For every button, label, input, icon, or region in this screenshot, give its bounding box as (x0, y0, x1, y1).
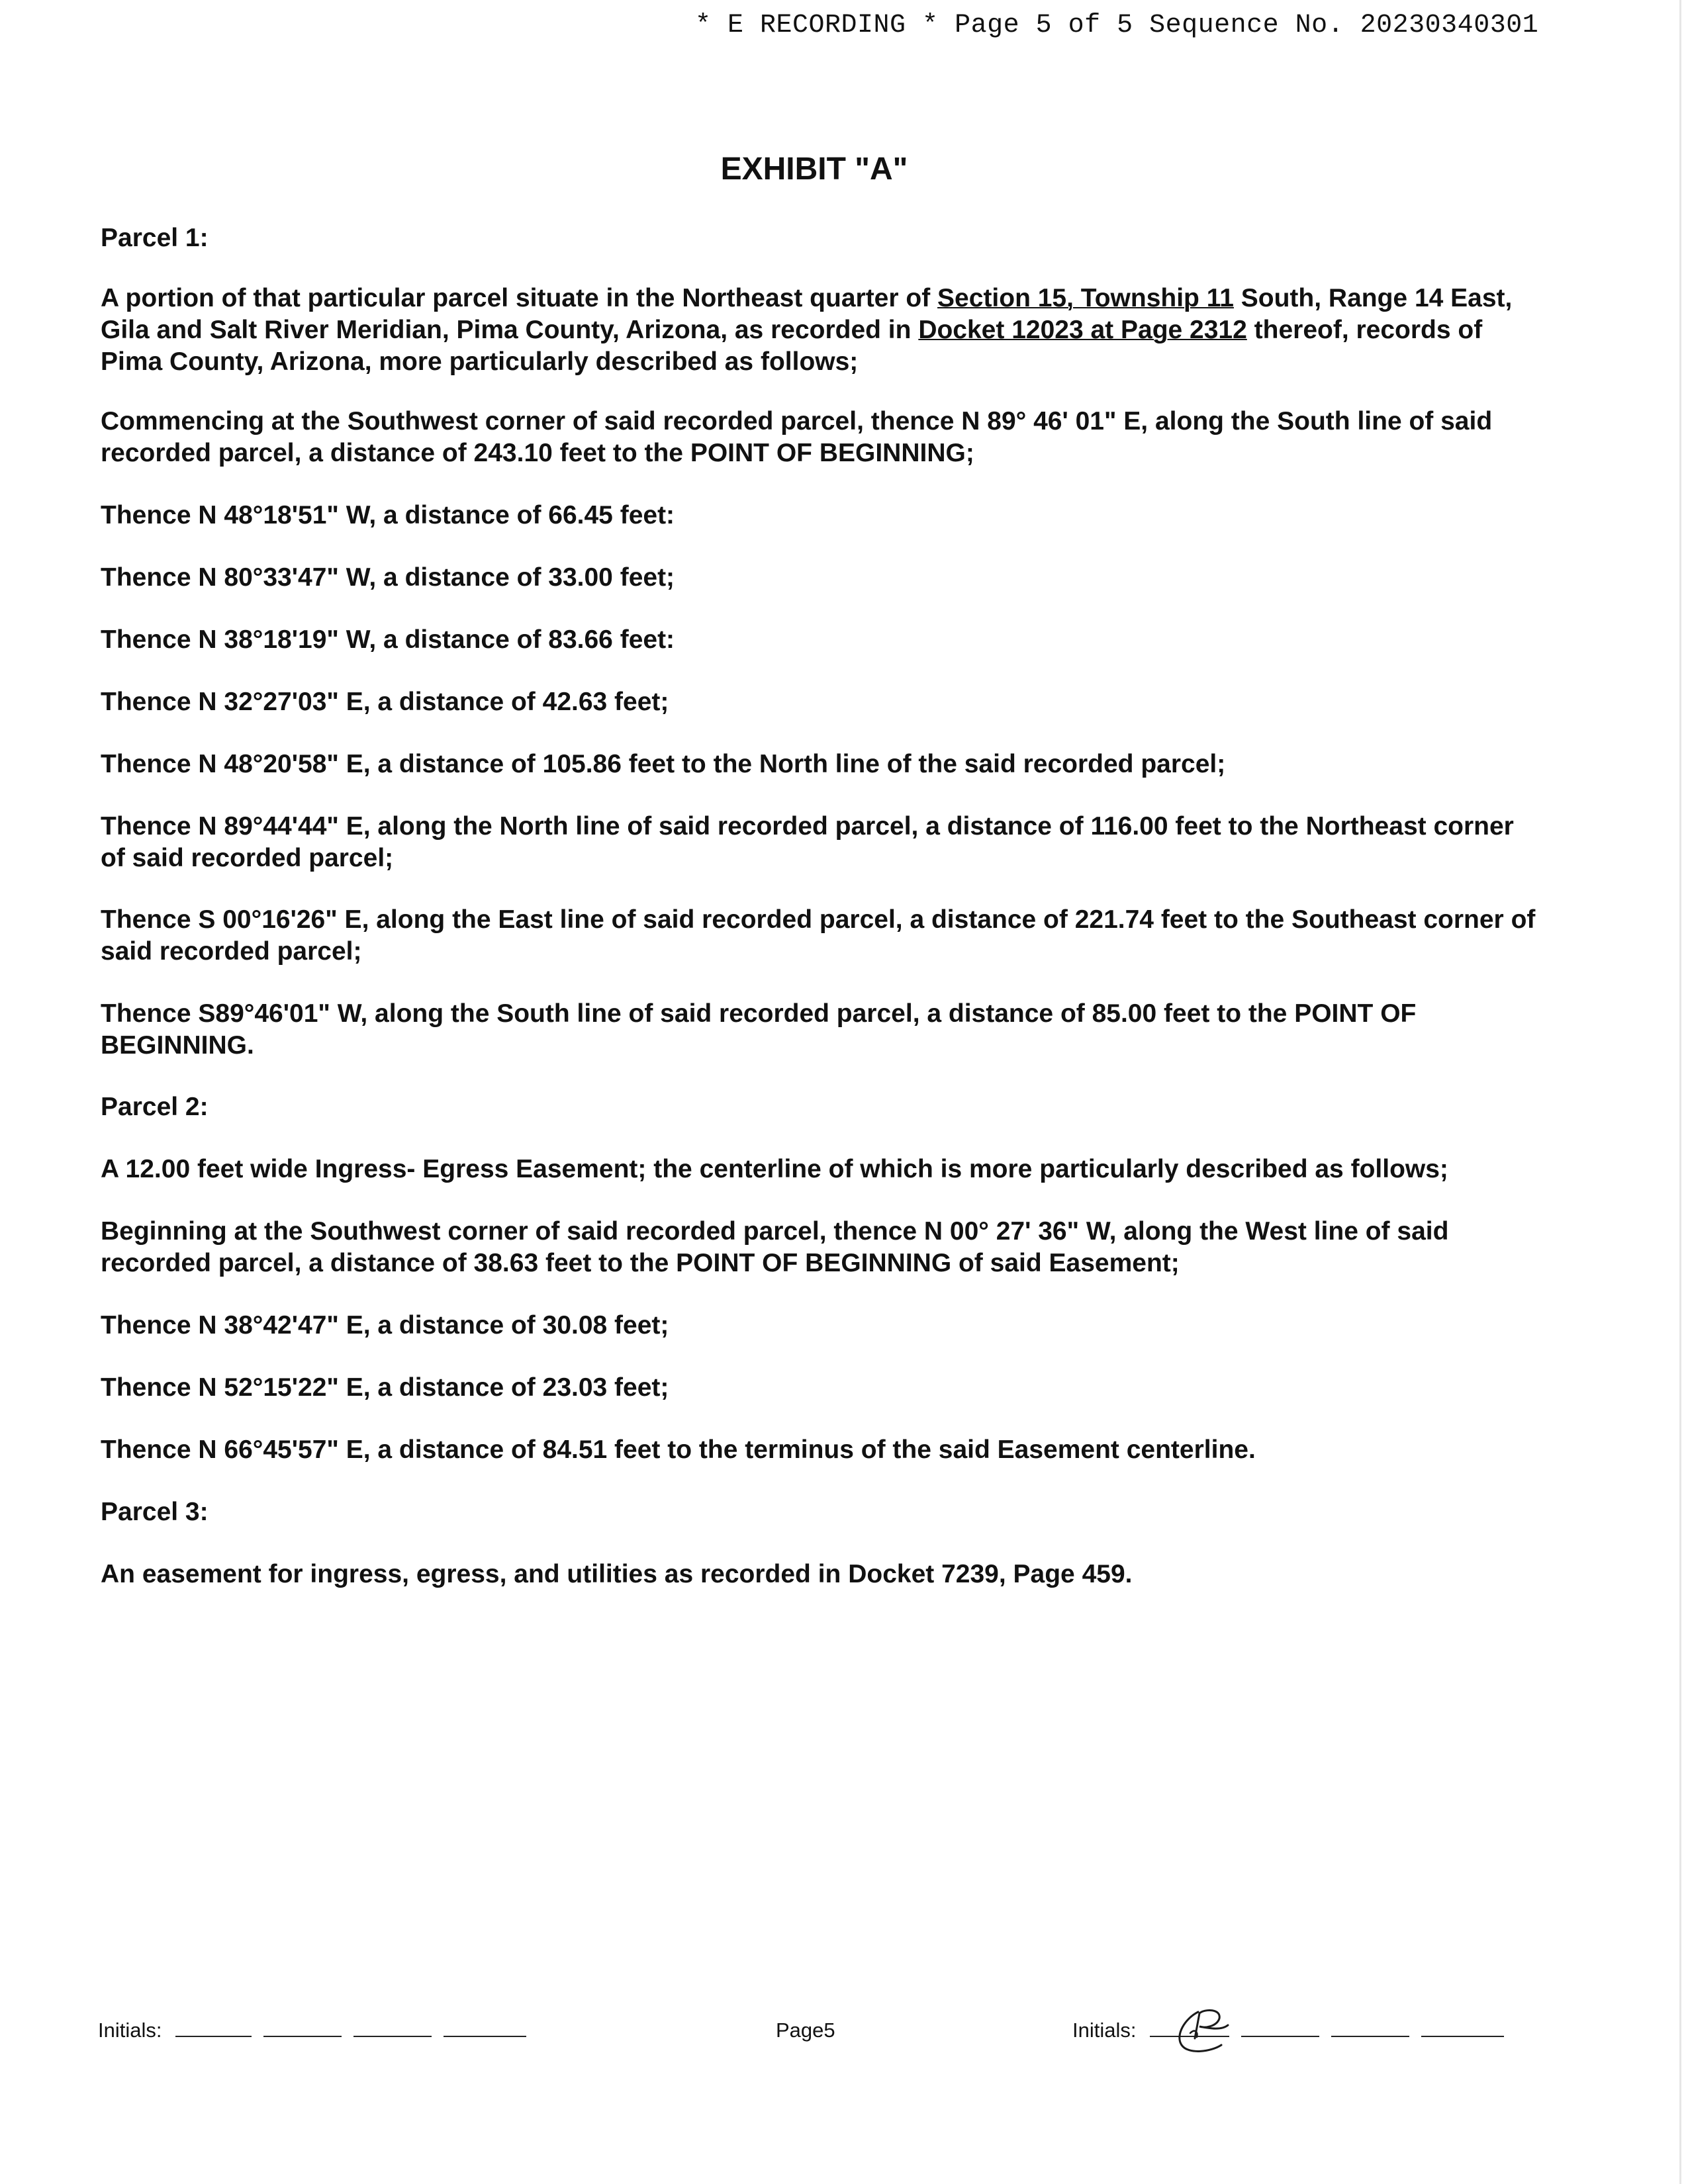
recording-header: * E RECORDING * Page 5 of 5 Sequence No. 20230340301 (695, 11, 1539, 40)
parcel1-course-4: Thence N 32°27'03" E, a distance of 42.63 feet; (101, 688, 669, 716)
initials-blank[interactable] (444, 2036, 526, 2037)
section-township-reference: Section 15, Township 11 (937, 284, 1234, 312)
initials-left-label: Initials: (98, 2019, 162, 2042)
parcel3-heading: Parcel 3: (101, 1498, 209, 1526)
initials-blank[interactable] (353, 2036, 432, 2037)
parcel2-course-3: Thence N 66°45'57" E, a distance of 84.51 feet to the terminus of the said Easement centerline. (101, 1435, 1256, 1464)
parcel1-heading: Parcel 1: (101, 224, 209, 252)
initials-right-label: Initials: (1072, 2019, 1137, 2042)
parcel1-intro-text-3: thereof, records of Pima County, Arizona, more particularly described as follows; (101, 316, 1483, 376)
parcel1-course-3: Thence N 38°18'19" W, a distance of 83.66 feet: (101, 625, 675, 654)
page-number: Page5 (776, 2019, 835, 2042)
parcel2-course-2: Thence N 52°15'22" E, a distance of 23.03 feet; (101, 1373, 669, 1402)
parcel1-course-5: Thence N 48°20'58" E, a distance of 105.86 feet to the North line of the said recorded parcel; (101, 750, 1226, 778)
parcel2-course-1: Thence N 38°42'47" E, a distance of 30.08 feet; (101, 1311, 669, 1340)
initials-blank[interactable] (175, 2036, 252, 2037)
parcel1-intro-text-2: South, Range 14 East, Gila and Salt River Meridian, Pima County, Arizona, as recorded in (101, 284, 1513, 344)
handwritten-initials (1158, 1999, 1238, 2065)
parcel1-course-8: Thence S89°46'01" W, along the South line of said recorded parcel, a distance of 85.00 feet to the POINT OF BEGINNING. (101, 999, 1417, 1060)
scan-edge-line (1679, 0, 1681, 2184)
initials-blank[interactable] (1241, 2036, 1319, 2037)
parcel3-text: An easement for ingress, egress, and utilities as recorded in Docket 7239, Page 459. (101, 1560, 1133, 1588)
initials-blank[interactable] (263, 2036, 342, 2037)
parcel2-heading: Parcel 2: (101, 1093, 209, 1121)
exhibit-title: EXHIBIT "A" (720, 152, 908, 187)
initials-blank[interactable] (1331, 2036, 1409, 2037)
docket-page-reference: Docket 12023 at Page 2312 (918, 316, 1247, 344)
parcel1-course-7: Thence S 00°16'26" E, along the East line of said recorded parcel, a distance of 221.74 feet to the Southeast corner of said recorded parcel; (101, 905, 1536, 966)
parcel1-course-1: Thence N 48°18'51" W, a distance of 66.45 feet: (101, 501, 675, 529)
parcel2-beginning: Beginning at the Southwest corner of said recorded parcel, thence N 00° 27' 36" W, along the West line of said recorded parcel, a distance of 38.63 feet to the POINT OF BEGINNING of said Easement; (101, 1217, 1449, 1277)
initials-blank[interactable] (1421, 2036, 1504, 2037)
parcel1-intro-text-1: A portion of that particular parcel situate in the Northeast quarter of (101, 284, 938, 312)
initials-right (1072, 2019, 1516, 2042)
initials-left (98, 2019, 538, 2042)
parcel1-intro (101, 283, 1544, 378)
parcel1-course-6: Thence N 89°44'44" E, along the North line of said recorded parcel, a distance of 116.00 feet to the Northeast corner of said recorded parcel; (101, 812, 1514, 872)
parcel1-course-2: Thence N 80°33'47" W, a distance of 33.00 feet; (101, 563, 675, 592)
parcel2-intro: A 12.00 feet wide Ingress- Egress Easement; the centerline of which is more particularly described as follows; (101, 1155, 1448, 1183)
parcel1-commencing: Commencing at the Southwest corner of said recorded parcel, thence N 89° 46' 01" E, along the South line of said recorded parcel, a distance of 243.10 feet to the POINT OF BEGINNING; (101, 407, 1493, 467)
